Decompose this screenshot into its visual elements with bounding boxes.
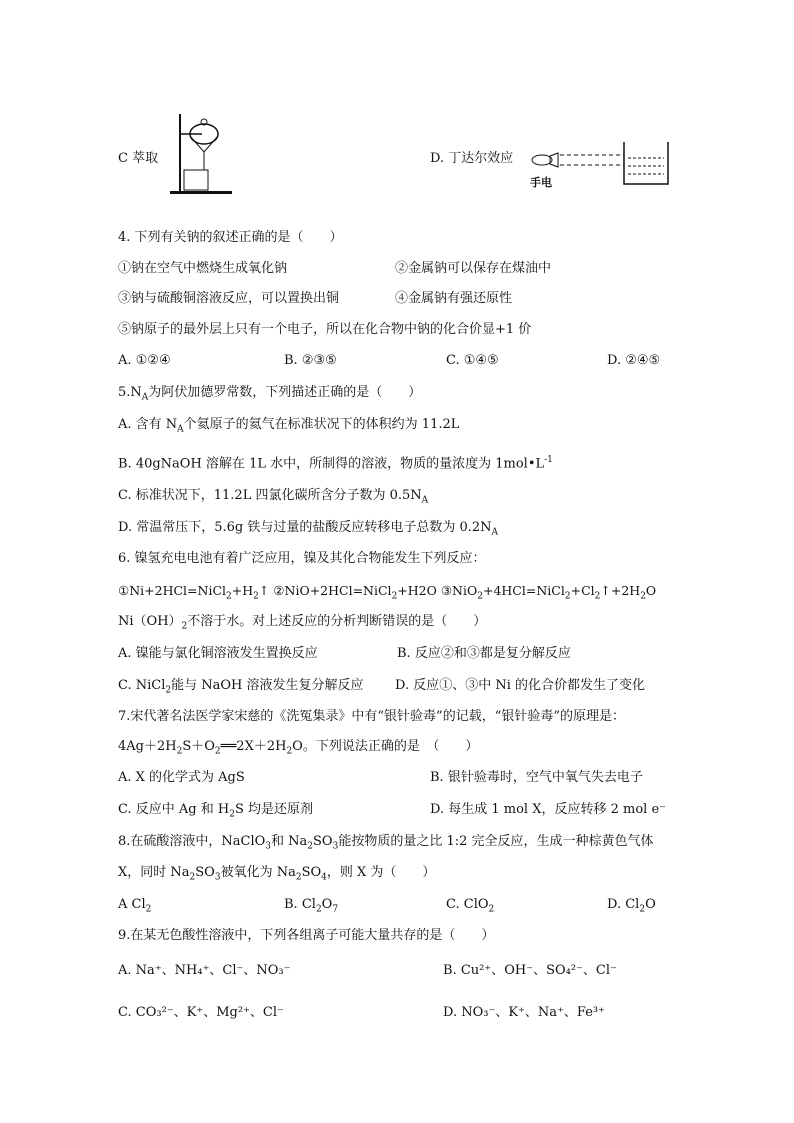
q4-option-c[interactable]: C. ①④⑤ [446, 353, 499, 368]
option-c-label: C 萃取 [118, 151, 159, 166]
q7-stem: 7.宋代著名法医学家宋慈的《洗冤集录》中有“银针验毒”的记载，“银针验毒”的原理是： [118, 709, 625, 724]
q8-stem-line-2: X，同时 $Na_2SO_3$被氧化为 $Na_2SO_4$，则 X 为（ ） [118, 865, 436, 883]
q7-option-b[interactable]: B. 银针验毒时，空气中氧气失去电子 [430, 770, 643, 785]
q8-stem-line-1: 8.在硫酸溶液中，NaClO$_3$和 $Na_2SO_3$能按物质的量之比 1:2 完全反应，生成一种棕黄色气体 [118, 834, 654, 852]
q7-equation: $4Ag+2H_2S+O_2══2X+2H_2O$。下列说法正确的是 （ ） [118, 739, 479, 757]
q9-stem: 9.在某无色酸性溶液中，下列各组离子可能大量共存的是（ ） [118, 928, 495, 943]
q5-option-a[interactable]: A. 含有 $N_A$个氦原子的氦气在标准状况下的体积约为 11.2L [118, 417, 460, 435]
q6-question: $Ni(OH)_2$不溶于水。对上述反应的分析判断错误的是（ ） [118, 614, 487, 632]
q9-option-a[interactable]: A. Na⁺、NH₄⁺、Cl⁻、NO₃⁻ [118, 963, 291, 978]
option-d-label: D. 丁达尔效应 [430, 151, 514, 166]
q9-option-d[interactable]: D. NO₃⁻、K⁺、Na⁺、Fe³⁺ [443, 1005, 605, 1020]
q8-option-d[interactable]: D. $Cl_2O$ [607, 897, 656, 915]
q6-option-a[interactable]: A. 镍能与氯化铜溶液发生置换反应 [118, 646, 318, 661]
q7-option-d[interactable]: D. 每生成 1 mol X，反应转移 2 mol e⁻ [430, 802, 666, 817]
q4-statement-4: ④金属钠有强还原性 [395, 291, 513, 306]
q4-stem: 4. 下列有关钠的叙述正确的是（ ） [118, 230, 343, 245]
q6-option-b[interactable]: B. 反应②和③都是复分解反应 [397, 646, 571, 661]
q5-option-c[interactable]: C. 标准状况下，11.2L 四氯化碳所含分子数为 $0.5N_A$ [118, 488, 429, 506]
q6-stem: 6. 镍氢充电电池有着广泛应用，镍及其化合物能发生下列反应： [118, 551, 486, 566]
q5-option-d[interactable]: D. 常温常压下，5.6g 铁与过量的盐酸反应转移电子总数为 $0.2N_A$ [118, 520, 499, 538]
q4-statement-2: ②金属钠可以保存在煤油中 [395, 261, 552, 276]
q5-stem: $5.N_A$为阿伏加德罗常数，下列描述正确的是（ ） [118, 385, 422, 403]
q8-option-b[interactable]: B. $Cl_2O_7$ [284, 897, 339, 915]
q4-option-b[interactable]: B. ②③⑤ [284, 353, 337, 368]
q4-statement-1: ①钠在空气中燃烧生成氧化钠 [118, 261, 288, 276]
q4-option-a[interactable]: A. ①②④ [118, 353, 171, 368]
q8-option-c[interactable]: C. ClO$_2$ [446, 897, 495, 915]
q6-reactions: $①Ni+2HCl=NiCl_2+H_2↑$ ②NiO+2HCl=NiCl$_2$+H2O $③NiO_2+4HCl=NiCl_2+Cl_2↑+2H_2O$ [118, 583, 657, 602]
q9-option-c[interactable]: C. CO₃²⁻、K⁺、Mg²⁺、Cl⁻ [118, 1005, 284, 1020]
q4-option-d[interactable]: D. ②④⑤ [607, 353, 661, 368]
q4-statement-5: ⑤钠原子的最外层上只有一个电子，所以在化合物中钠的化合价显+1 价 [118, 322, 532, 337]
q6-option-c[interactable]: C. NiCl$_2$能与 NaOH 溶液发生复分解反应 [118, 678, 364, 696]
extraction-apparatus-figure [168, 108, 234, 196]
q7-option-c[interactable]: C. 反应中 Ag 和 $H_2S$ 均是还原剂 [118, 802, 313, 820]
flashlight-label: 手电 [530, 176, 552, 189]
q9-option-b[interactable]: B. Cu²⁺、OH⁻、SO₄²⁻、Cl⁻ [443, 963, 617, 978]
q7-option-a[interactable]: A. X 的化学式为 AgS [118, 770, 245, 785]
q8-option-a[interactable]: A $Cl_2$ [118, 897, 152, 915]
q6-option-d[interactable]: D. 反应①、③中 Ni 的化合价都发生了变化 [395, 678, 646, 693]
q4-statement-3: ③钠与硫酸铜溶液反应，可以置换出铜 [118, 291, 340, 306]
q5-option-b[interactable]: B. 40gNaOH 溶解在 1L 水中，所制得的溶液，物质的量浓度为 $1mol•L^{-1}$ [118, 455, 553, 472]
